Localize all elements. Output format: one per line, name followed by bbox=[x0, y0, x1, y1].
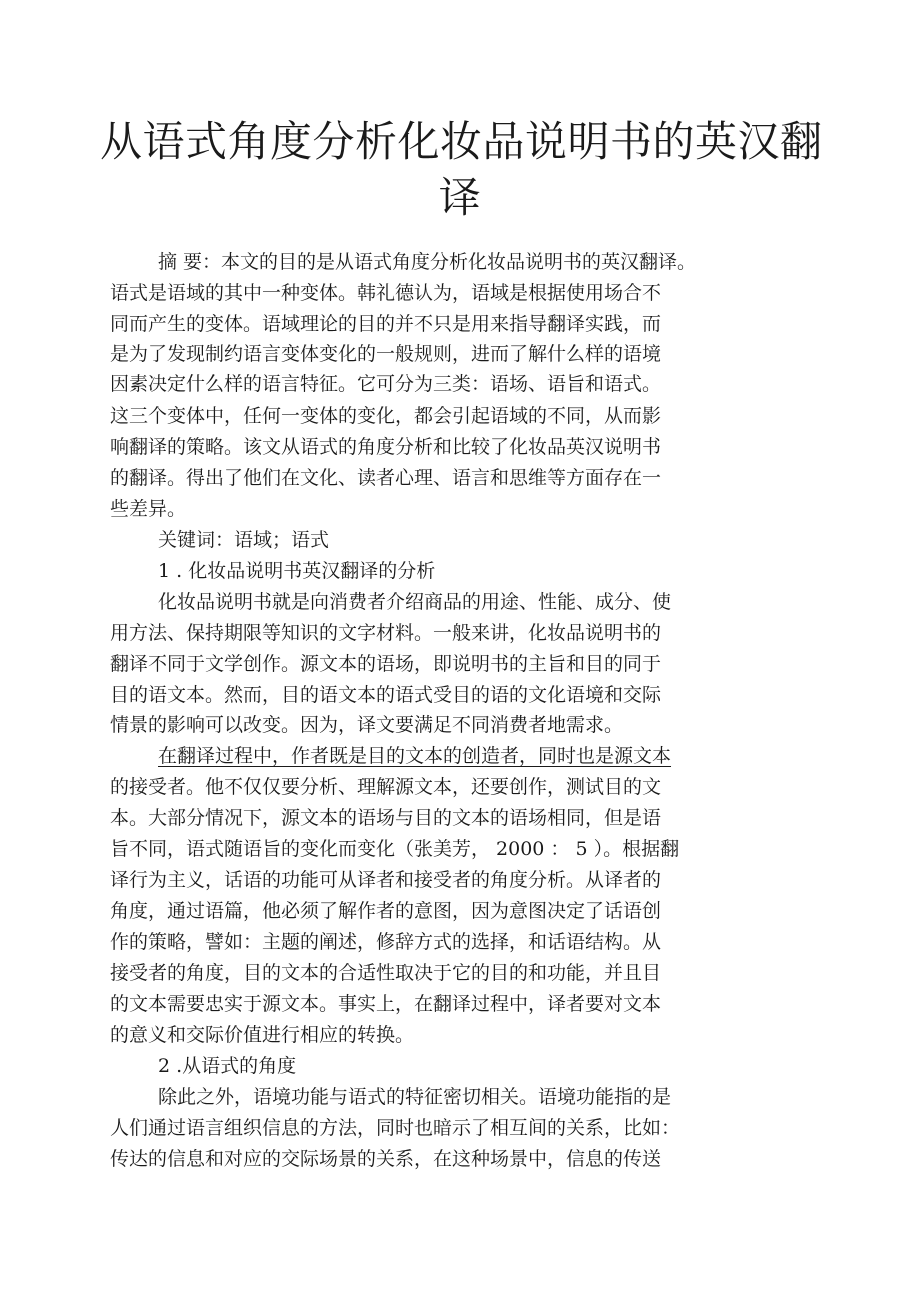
title-line-1: 从语式角度分析化妆品说明书的英汉翻 bbox=[100, 117, 823, 166]
paragraph-line: 的接受者。他不仅仅要分析、理解源文本，还要创作，测试目的文 bbox=[110, 776, 662, 798]
paragraph-line: 用方法、保持期限等知识的文字材料。一般来讲，化妆品说明书的 bbox=[110, 622, 662, 644]
section-2-heading: 2 .从语式的角度 bbox=[158, 1055, 297, 1077]
paragraph-line: 旨不同，语式随语旨的变化而变化（张美芳， 2000 ： 5 ）。根据翻 bbox=[110, 838, 680, 860]
paragraph-line: 作的策略，譬如：主题的阐述，修辞方式的选择，和话语结构。从 bbox=[110, 931, 662, 953]
paragraph-line: 情景的影响可以改变。因为，译文要满足不同消费者地需求。 bbox=[110, 714, 624, 736]
keywords: 关键词：语域；语式 bbox=[158, 529, 330, 551]
abstract-line: 同而产生的变体。语域理论的目的并不只是用来指导翻译实践，而 bbox=[110, 313, 662, 335]
paragraph-line: 化妆品说明书就是向消费者介绍商品的用途、性能、成分、使 bbox=[158, 591, 672, 613]
paragraph-line: 译行为主义，话语的功能可从译者和接受者的角度分析。从译者的 bbox=[110, 869, 662, 891]
abstract-line: 响翻译的策略。该文从语式的角度分析和比较了化妆品英汉说明书 bbox=[110, 436, 662, 458]
abstract-line: 因素决定什么样的语言特征。它可分为三类：语场、语旨和语式。 bbox=[110, 373, 662, 395]
paragraph-line: 本。大部分情况下，源文本的语场与目的文本的语场相同，但是语 bbox=[110, 807, 662, 829]
abstract-line: 语式是语域的其中一种变体。韩礼德认为，语域是根据使用场合不 bbox=[110, 282, 662, 304]
paragraph-line: 除此之外，语境功能与语式的特征密切相关。语境功能指的是 bbox=[158, 1086, 672, 1108]
title-line-2: 译 bbox=[438, 173, 482, 222]
paragraph-line: 目的语文本。然而，目的语文本的语式受目的语的文化语境和交际 bbox=[110, 684, 662, 706]
abstract-line: 些差异。 bbox=[110, 498, 187, 520]
paragraph-line: 的文本需要忠实于源文本。事实上，在翻译过程中，译者要对文本 bbox=[110, 993, 662, 1015]
underlined-paragraph-line: 在翻译过程中，作者既是目的文本的创造者，同时也是源文本 bbox=[158, 745, 672, 767]
paragraph-line: 人们通过语言组织信息的方法，同时也暗示了相互间的关系，比如： bbox=[110, 1117, 681, 1139]
paragraph-line: 角度，通过语篇，他必须了解作者的意图，因为意图决定了话语创 bbox=[110, 900, 662, 922]
paragraph-line: 翻译不同于文学创作。源文本的语场，即说明书的主旨和目的同于 bbox=[110, 653, 662, 675]
abstract-line: 摘 要：本文的目的是从语式角度分析化妆品说明书的英汉翻译。 bbox=[158, 251, 697, 273]
abstract-line: 的翻译。得出了他们在文化、读者心理、语言和思维等方面存在一 bbox=[110, 467, 662, 489]
paragraph-line: 的意义和交际价值进行相应的转换。 bbox=[110, 1024, 415, 1046]
paragraph-line: 传达的信息和对应的交际场景的关系，在这种场景中，信息的传送 bbox=[110, 1148, 662, 1170]
paragraph-line: 接受者的角度，目的文本的合适性取决于它的目的和功能，并且目 bbox=[110, 962, 662, 984]
abstract-line: 这三个变体中，任何一变体的变化，都会引起语域的不同，从而影 bbox=[110, 405, 662, 427]
abstract-line: 是为了发现制约语言变体变化的一般规则，进而了解什么样的语境 bbox=[110, 343, 662, 365]
section-1-heading: 1 . 化妆品说明书英汉翻译的分析 bbox=[158, 560, 436, 582]
